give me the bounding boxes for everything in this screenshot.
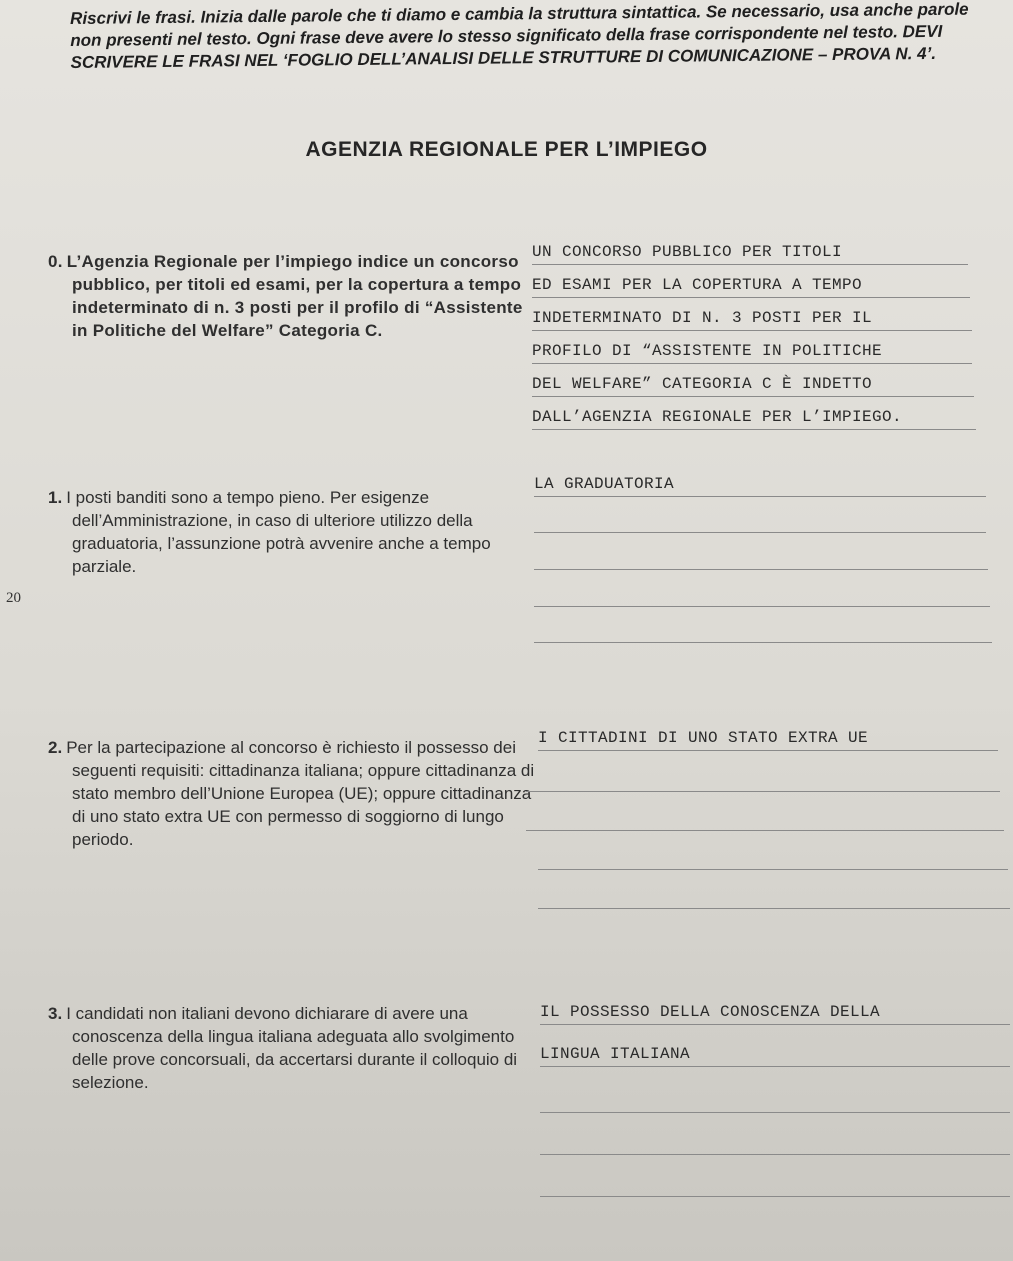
answer-line[interactable] — [538, 845, 1008, 870]
answer-line[interactable] — [538, 884, 1010, 909]
answer-line[interactable]: LA GRADUATORIA — [534, 472, 986, 497]
answer-line[interactable] — [534, 618, 992, 643]
answer-line[interactable]: UN CONCORSO PUBBLICO PER TITOLI — [532, 240, 968, 265]
question-3-number: 3. — [48, 1004, 63, 1023]
answer-line[interactable]: LINGUA ITALIANA — [540, 1042, 1010, 1067]
page-number: 20 — [6, 590, 21, 606]
answer-line[interactable]: DALL’AGENZIA REGIONALE PER L’IMPIEGO. — [532, 405, 976, 430]
answer-line[interactable]: DEL WELFARE” CATEGORIA C È INDETTO — [532, 372, 974, 397]
page-title: AGENZIA REGIONALE PER L’IMPIEGO — [305, 138, 708, 161]
answer-line[interactable] — [540, 1130, 1010, 1155]
answer-line[interactable]: ED ESAMI PER LA COPERTURA A TEMPO — [532, 273, 970, 298]
instructions-text: Riscrivi le frasi. Inizia dalle parole che ti diamo e cambia la struttura sintattica. Se necessario, usa anche parole non presenti nel testo. Ogni frase deve avere lo stesso significato della frase corrispondente nel testo. DEVI SCRIVERE LE FRASI NEL ‘FOGLIO DELL’ANALISI DELLE STRUTTURE DI COMUNICAZIONE – PROVA N. 4’. — [70, 0, 969, 72]
answer-line[interactable] — [534, 508, 986, 533]
answer-line[interactable] — [534, 582, 990, 607]
answer-line[interactable]: INDETERMINATO DI N. 3 POSTI PER IL — [532, 306, 972, 331]
question-3 — [48, 1002, 542, 1094]
question-0-number: 0. — [48, 252, 63, 271]
question-1 — [48, 486, 542, 578]
answer-line[interactable] — [526, 806, 1004, 831]
answer-line[interactable] — [534, 545, 988, 570]
question-0-text: L’Agenzia Regionale per l’impiego indice un concorso pubblico, per titoli ed esami, per la copertura a tempo indeterminato di n. 3 posti per il profilo di “Assistente in Politiche del Welfare” Categoria C. — [66, 252, 523, 340]
answer-line[interactable] — [526, 767, 1000, 792]
answer-line[interactable] — [540, 1172, 1010, 1197]
answer-line[interactable]: I CITTADINI DI UNO STATO EXTRA UE — [538, 726, 998, 751]
question-1-number: 1. — [48, 488, 63, 507]
answer-line[interactable]: PROFILO DI “ASSISTENTE IN POLITICHE — [532, 339, 972, 364]
question-0 — [48, 250, 542, 342]
answer-line[interactable] — [540, 1088, 1010, 1113]
question-1-text: I posti banditi sono a tempo pieno. Per esigenze dell’Amministrazione, in caso di ulteriore utilizzo della graduatoria, l’assunzione potrà avvenire anche a tempo parziale. — [66, 488, 491, 576]
answer-line[interactable]: IL POSSESSO DELLA CONOSCENZA DELLA — [540, 1000, 1010, 1025]
question-2-number: 2. — [48, 738, 63, 757]
question-2-text: Per la partecipazione al concorso è richiesto il possesso dei seguenti requisiti: cittadinanza italiana; oppure cittadinanza di stato membro dell’Unione Europea (UE); oppure cittadinanza di uno stato extra UE con permesso di soggiorno di lungo periodo. — [66, 738, 535, 849]
question-2 — [48, 736, 542, 851]
question-3-text: I candidati non italiani devono dichiarare di avere una conoscenza della lingua italiana adeguata allo svolgimento delle prove concorsuali, da accertarsi durante il colloquio di selezione. — [66, 1004, 518, 1092]
